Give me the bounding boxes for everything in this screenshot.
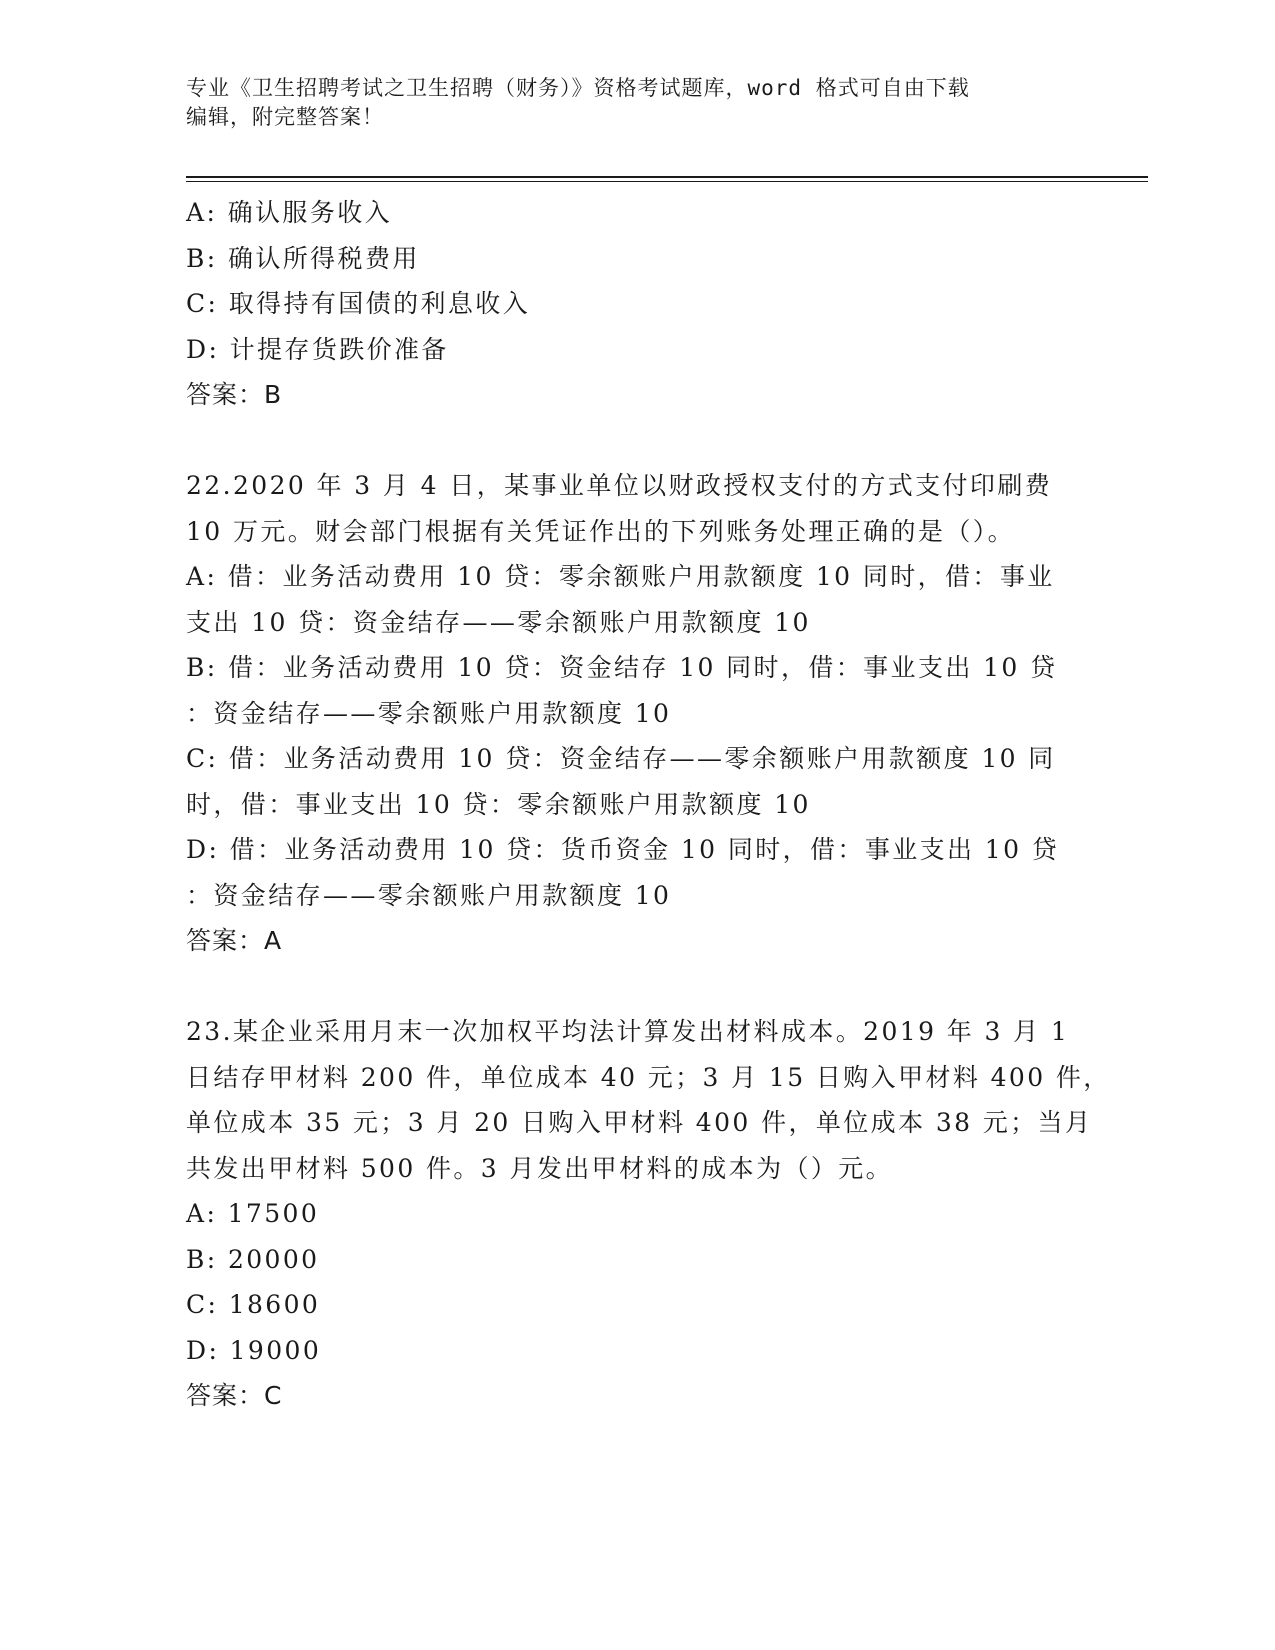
q22-option-d-line-2: ：资金结存——零余额账户用款额度 10 [186, 880, 672, 910]
question-23 [186, 1009, 1111, 1419]
q23-option-c: C: 18600 [186, 1290, 321, 1319]
header-rule-thick [186, 176, 1148, 178]
q23-stem-line-4: 共发出甲材料 500 件。3 月发出甲材料的成本为（）元。 [186, 1153, 894, 1183]
q21-option-c: C: 取得持有国债的利息收入 [186, 289, 531, 318]
q21-option-d: D: 计提存货跌价准备 [186, 334, 449, 364]
q23-stem-line-1: 23.某企业采用月末一次加权平均法计算发出材料成本。2019 年 3 月 1 [186, 1017, 1070, 1046]
q21-option-a: A: 确认服务收入 [186, 198, 393, 227]
q22-answer: 答案：A [186, 926, 283, 955]
q22-option-a-line-1: A: 借：业务活动费用 10 贷：零余额账户用款额度 10 同时，借：事业 [186, 562, 1055, 591]
q23-stem-line-3: 单位成本 35 元；3 月 20 日购入甲材料 400 件，单位成本 38 元；当月 [186, 1108, 1093, 1137]
q23-option-b: B: 20000 [186, 1244, 320, 1274]
q21-answer: 答案：B [186, 380, 283, 409]
q23-answer: 答案：C [186, 1381, 283, 1410]
q23-option-d: D: 19000 [186, 1335, 322, 1365]
q22-option-c-line-1: C: 借：业务活动费用 10 贷：资金结存——零余额账户用款额度 10 同 [186, 744, 1056, 773]
q21-option-b: B: 确认所得税费用 [186, 243, 420, 273]
q22-option-c-line-2: 时，借：事业支出 10 贷：零余额账户用款额度 10 [186, 789, 811, 819]
document-header [186, 74, 1066, 132]
document-body [186, 190, 1111, 1419]
q23-option-a: A: 17500 [186, 1199, 320, 1228]
spacer [186, 964, 1076, 1010]
question-22 [186, 463, 1076, 964]
q22-option-b-line-1: B: 借：业务活动费用 10 贷：资金结存 10 同时，借：事业支出 10 贷 [186, 653, 1058, 682]
header-rule-thin [186, 181, 1148, 182]
header-line-1: 专业《卫生招聘考试之卫生招聘（财务）》资格考试题库，word 格式可自由下载 [186, 76, 970, 100]
spacer [186, 418, 1076, 464]
q23-stem-line-2: 日结存甲材料 200 件，单位成本 40 元；3 月 15 日购入甲材料 400 件， [186, 1062, 1111, 1092]
question-21-options [186, 190, 1076, 418]
q22-stem-line-1: 22.2020 年 3 月 4 日，某事业单位以财政授权支付的方式支付印刷费 [186, 471, 1053, 500]
q22-option-b-line-2: ：资金结存——零余额账户用款额度 10 [186, 698, 672, 728]
q22-option-d-line-1: D: 借：业务活动费用 10 贷：货币资金 10 同时，借：事业支出 10 贷 [186, 835, 1060, 864]
q22-stem-line-2: 10 万元。财会部门根据有关凭证作出的下列账务处理正确的是（）。 [186, 516, 1016, 546]
header-line-2: 编辑，附完整答案！ [186, 105, 384, 129]
q22-option-a-line-2: 支出 10 贷：资金结存——零余额账户用款额度 10 [186, 607, 811, 637]
